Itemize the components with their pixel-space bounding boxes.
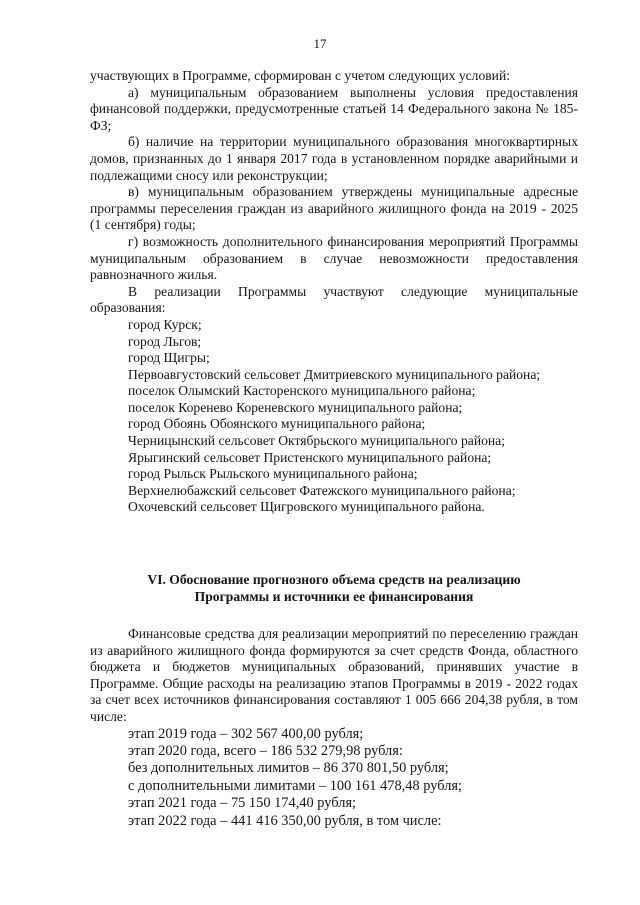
paragraph: б) наличие на территории муниципального образования многоквартирных домов, признанных до 1 января 2017 года в установленном порядке аварийными и подлежащими сносу или реконструкции; (90, 134, 578, 183)
list-item: Охочевский сельсовет Щигровского муниципального района. (128, 499, 485, 515)
list-item: Первоавгустовский сельсовет Дмитриевского муниципального района; (128, 366, 541, 382)
list-item: поселок Коренево Кореневского муниципального района; (128, 399, 463, 415)
municipality-list (90, 317, 578, 516)
paragraph: а) муниципальным образованием выполнены условия предоставления финансовой поддержки, предусмотренные статьей 14 Федерального закона № 185-ФЗ; (90, 84, 578, 133)
stage-item: этап 2020 года, всего – 186 532 279,98 рубля: (128, 742, 403, 759)
section-heading (90, 571, 578, 605)
section-title-line: Программы и источники ее финансирования (194, 589, 474, 604)
stage-item: с дополнительными лимитами – 100 161 478,48 рубля; (128, 777, 463, 794)
page-number: 17 (313, 36, 327, 51)
list-item: Ярыгинский сельсовет Пристенского муниципального района; (128, 449, 492, 465)
list-item: город Курск; (128, 316, 202, 332)
stage-item: без дополнительных лимитов – 86 370 801,50 рубля; (128, 760, 449, 777)
stage-item: этап 2019 года – 302 567 400,00 рубля; (128, 725, 364, 742)
paragraph: г) возможность дополнительного финансирования мероприятий Программы муниципальным образованием в случае невозможности предоставления равнозначного жилья. (90, 233, 578, 283)
list-item: город Льгов; (128, 333, 202, 349)
list-item: Черницынский сельсовет Октябрьского муниципального района; (128, 433, 505, 449)
document-body-top (90, 68, 578, 516)
stage-item: этап 2022 года – 441 416 350,00 рубля, в том числе: (128, 812, 442, 829)
section-title-line: VI. Обоснование прогнозного объема средств на реализацию (147, 572, 521, 587)
document-body-bottom (90, 626, 578, 830)
list-item: поселок Олымский Касторенского муниципального района; (128, 383, 476, 399)
list-item: Верхнелюбажский сельсовет Фатежского муниципального района; (128, 482, 516, 498)
paragraph: В реализации Программы участвуют следующие муниципальные образования: (90, 283, 578, 316)
stage-list (90, 726, 578, 830)
stage-item: этап 2021 года – 75 150 174,40 рубля; (128, 795, 357, 812)
financing-paragraph: Финансовые средства для реализации мероприятий по переселению граждан из аварийного жилищного фонда формируются за счет средств Фонда, областного бюджета и бюджетов муниципальных образований, принявших участие в Программе. Общие расходы на реализацию этапов Программы в 2019 - 2022 годах за счет всех источников финансирования составляют 1 005 666 204,38 рубля, в том числе: (90, 626, 578, 724)
list-item: город Щигры; (128, 350, 210, 366)
paragraph: в) муниципальным образованием утверждены муниципальные адресные программы переселения граждан из аварийного жилищного фонда на 2019 - 2025 (1 сентября) годы; (90, 184, 578, 233)
list-item: город Обоянь Обоянского муниципального района; (128, 416, 426, 432)
paragraph: участвующих в Программе, сформирован с учетом следующих условий: (90, 68, 510, 83)
list-item: город Рыльск Рыльского муниципального района; (128, 466, 418, 482)
